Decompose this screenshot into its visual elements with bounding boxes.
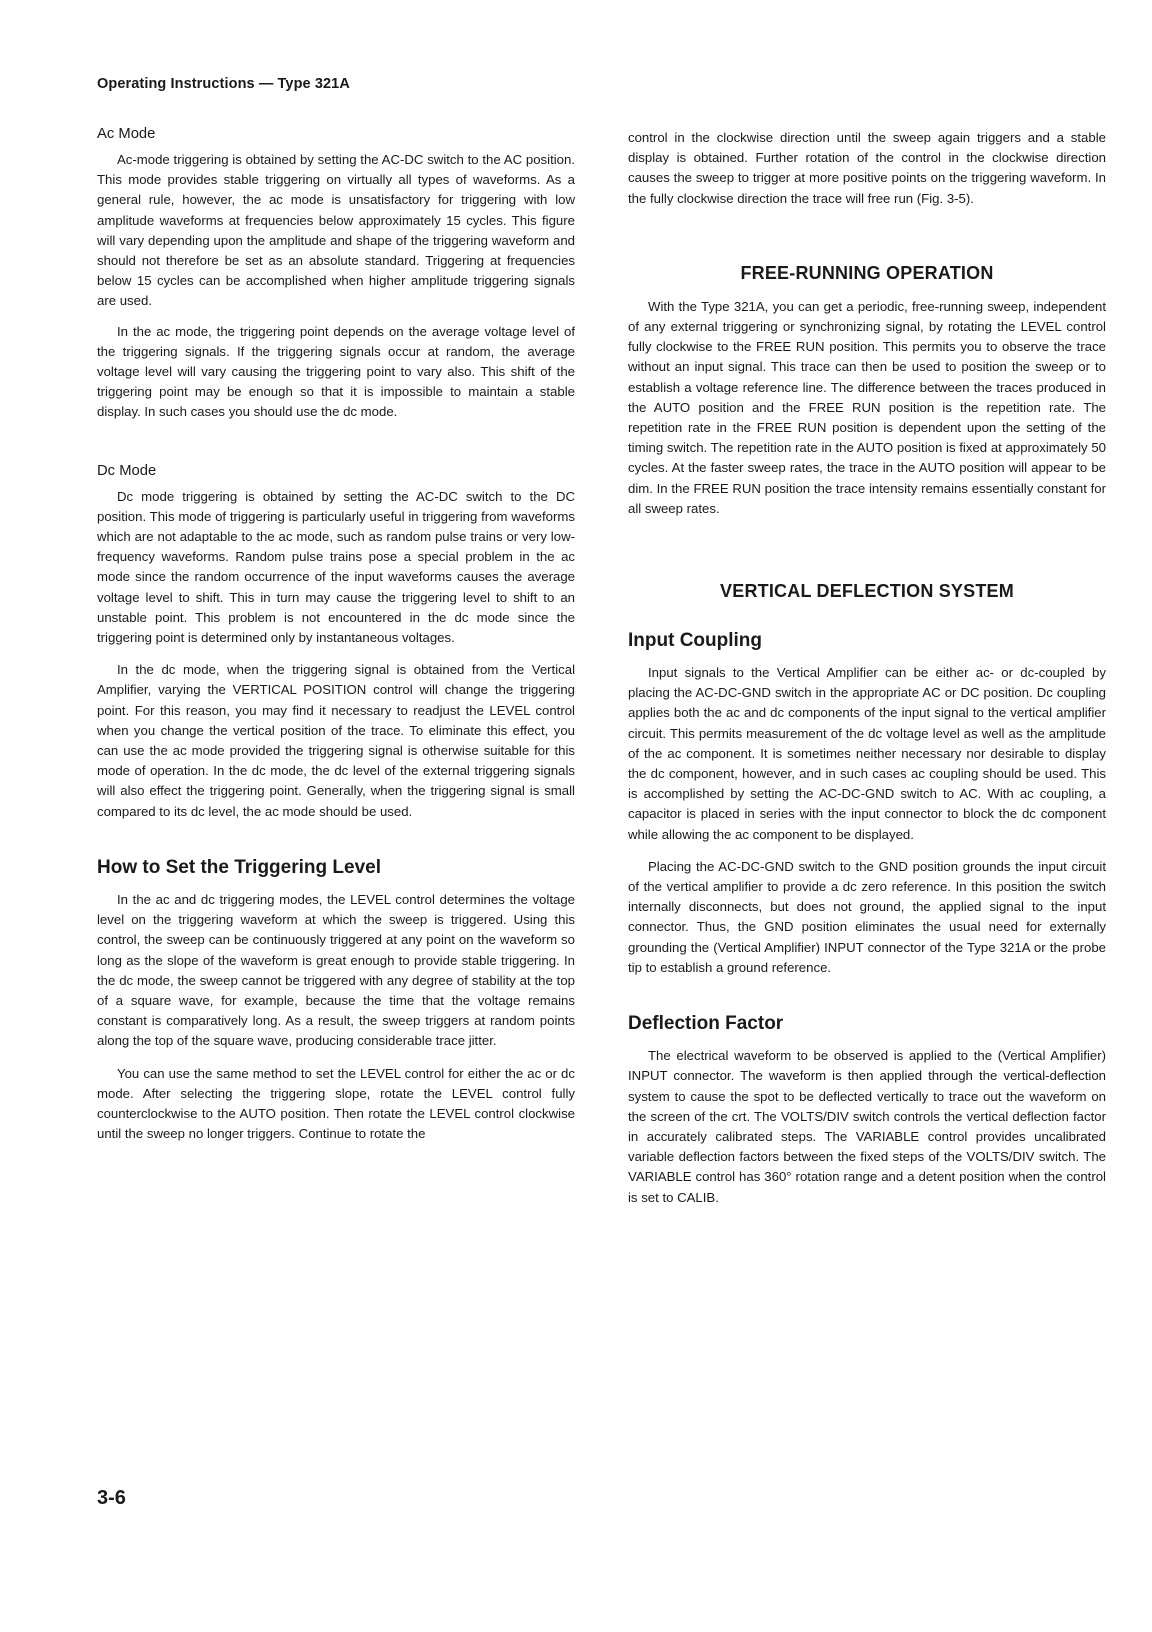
page-number: 3-6 bbox=[97, 1487, 126, 1509]
right-column bbox=[628, 128, 1106, 1208]
triggering-level-paragraph-2: You can use the same method to set the LEVEL control for either the ac or dc mode. After selecting the triggering slope, rotate the LEVEL control fully counterclockwise to the AUTO position. Then rotate the LEVEL control clockwise until the sweep no longer triggers. Continue to rotate the bbox=[97, 1065, 575, 1142]
input-coupling-paragraph-2: Placing the AC-DC-GND switch to the GND position grounds the input circuit of the vertical amplifier to provide a dc zero reference. In this position the switch internally disconnects, but does not ground, the applied signal to the input connector. Thus, the GND position eliminates the usual need for externally grounding the (Vertical Amplifier) INPUT connector of the Type 321A or the probe tip to establish a ground reference. bbox=[628, 858, 1106, 975]
deflection-factor-heading: Deflection Factor bbox=[628, 1013, 784, 1035]
running-header: Operating Instructions — Type 321A bbox=[97, 76, 350, 92]
dc-mode-paragraph-2: In the dc mode, when the triggering signal is obtained from the Vertical Amplifier, varying the VERTICAL POSITION control will change the triggering point. For this reason, you may find it necessary to readjust the LEVEL control when you change the vertical position of the trace. To eliminate this effect, you can use the ac mode provided the triggering signal is otherwise suitable for this mode of operation. In the dc mode, the dc level of the external triggering signals will also effect the triggering point. Generally, when the triggering signal is small compared to its dc level, the ac mode should be used. bbox=[97, 662, 575, 819]
triggering-level-paragraph-1: In the ac and dc triggering modes, the LEVEL control determines the voltage level on the triggering waveform at which the sweep is triggered. Using this control, the sweep can be continuously triggered at any point on the waveform so long as the slope of the waveform is great enough to provide stable triggering. In the dc mode, the sweep cannot be triggered with any degree of stability at the top of a square wave, for example, because the time that the voltage remains constant is comparatively long. As a result, the sweep triggers at random points along the top of the square wave, producing considerable trace jitter. bbox=[97, 891, 575, 1049]
input-coupling-heading: Input Coupling bbox=[628, 630, 763, 652]
triggering-level-heading: How to Set the Triggering Level bbox=[97, 856, 381, 878]
deflection-factor-paragraph-1: The electrical waveform to be observed is applied to the (Vertical Amplifier) INPUT connector. The waveform is then applied through the vertical-deflection system to cause the spot to be deflected vertically to trace out the waveform on the screen of the crt. The VOLTS/DIV switch controls the vertical deflection factor in accurately calibrated steps. The VARIABLE control provides uncalibrated variable deflection factors between the fixed steps of the VOLTS/DIV switch. The VARIABLE control has 360° rotation range and a detent position when the control is set to CALIB. bbox=[628, 1048, 1106, 1205]
continuation-paragraph: control in the clockwise direction until the sweep again triggers and a stable display is obtained. Further rotation of the control in the clockwise direction causes the sweep to trigger at more positive points on the triggering waveform. In the fully clockwise direction the trace will free run (Fig. 3-5). bbox=[628, 130, 1106, 206]
ac-mode-paragraph-1: Ac-mode triggering is obtained by setting the AC-DC switch to the AC position. This mode provides stable triggering on virtually all types of waveforms. As a general rule, however, the ac mode is unsatisfactory for triggering with low amplitude waveforms at frequencies below approximately 15 cycles. This figure will vary depending upon the amplitude and shape of the triggering waveform and should not therefore be set as an absolute standard. Triggering at frequencies below 15 cycles can be accomplished when higher amplitude triggering signals are used. bbox=[97, 152, 575, 309]
dc-mode-heading: Dc Mode bbox=[97, 462, 157, 479]
input-coupling-paragraph-1: Input signals to the Vertical Amplifier can be either ac- or dc-coupled by placing the AC-DC-GND switch in the appropriate AC or DC position. Dc coupling applies both the ac and dc components of the input signal to the vertical amplifier circuit. This permits measurement of the dc voltage level as well as the amplitude of the ac component. It is sometimes neither necessary nor desirable to display the dc component, however, and in such cases ac coupling should be used. This is accomplished by setting the AC-DC-GND switch to AC. With ac coupling, a capacitor is placed in series with the input connector to block the dc component while allowing the ac component to be displayed. bbox=[628, 665, 1106, 842]
free-running-heading: FREE-RUNNING OPERATION bbox=[740, 262, 994, 283]
left-column bbox=[97, 124, 575, 1144]
ac-mode-paragraph-2: In the ac mode, the triggering point depends on the average voltage level of the triggering signals. If the triggering signals occur at random, the average voltage level will vary causing the triggering point to vary also. This shift of the triggering point may be enough so that it is impossible to maintain a stable display. In such cases you should use the dc mode. bbox=[97, 323, 575, 420]
dc-mode-paragraph-1: Dc mode triggering is obtained by setting the AC-DC switch to the DC position. This mode of triggering is particularly useful in triggering from waveforms which are not adaptable to the ac mode, such as random pulse trains or very low-frequency waveforms. Random pulse trains pose a special problem in the ac mode since the random occurrence of the input waveforms causes the average voltage level to shift. This in turn may cause the triggering level to shift to an unstable point. This problem is not encountered in the dc mode since the triggering point is determined only by instantaneous voltages. bbox=[97, 488, 575, 646]
vertical-deflection-heading: VERTICAL DEFLECTION SYSTEM bbox=[720, 581, 1014, 602]
free-running-paragraph-1: With the Type 321A, you can get a periodic, free-running sweep, independent of any external triggering or synchronizing signal, by rotating the LEVEL control fully clockwise to the FREE RUN position. This permits you to observe the trace without an input signal. This trace can then be used to position the sweep or to establish a voltage reference line. The difference between the traces produced in the AUTO position and the FREE RUN position is the repetition rate. The repetition rate in the FREE RUN position is dependent upon the setting of the timing switch. The repetition rate in the AUTO position is fixed at approximately 50 cycles. At the faster sweep rates, the trace in the AUTO position will appear to be dim. In the FREE RUN position the trace intensity remains essentially constant for all sweep rates. bbox=[628, 298, 1106, 516]
ac-mode-heading: Ac Mode bbox=[97, 126, 156, 142]
